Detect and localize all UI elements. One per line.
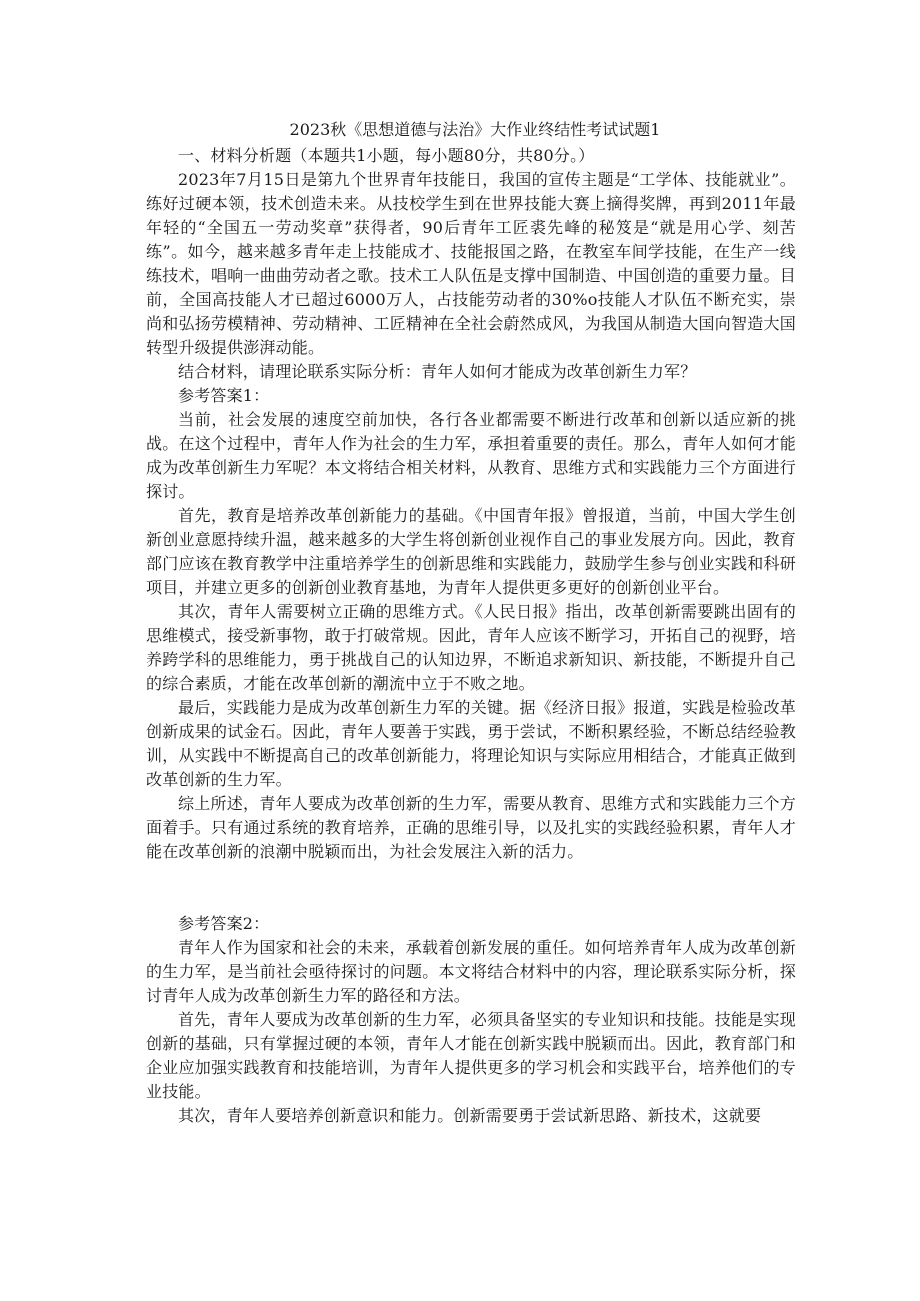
answer1-paragraph: 综上所述，青年人要成为改革创新的生力军，需要从教育、思维方式和实践能力三个方面着手。只有通过系统的教育培养，正确的思维引导，以及扎实的实践经验积累，青年人才能在改革创新的浪潮中脱颖而出，为社会发展注入新的活力。 bbox=[146, 794, 796, 861]
section-spacer bbox=[146, 864, 796, 912]
document-title: 2023秋《思想道德与法治》大作业终结性考试试题1 bbox=[289, 120, 661, 139]
answer2-label: 参考答案2： bbox=[178, 914, 270, 933]
document-page bbox=[146, 118, 796, 1128]
answer1-paragraph: 首先，教育是培养改革创新能力的基础。《中国青年报》曾报道，当前，中国大学生创新创业意愿持续升温，越来越多的大学生将创新创业视作自己的事业发展方向。因此，教育部门应该在教育教学中注重培养学生的创新思维和实践能力，鼓励学生参与创业实践和科研项目，并建立更多的创新创业教育基地，为青年人提供更多更好的创新创业平台。 bbox=[146, 506, 796, 597]
material-paragraph: 2023年7月15日是第九个世界青年技能日，我国的宣传主题是“工学体、技能就业”。练好过硬本领，技术创造未来。从技校学生到在世界技能大赛上摘得奖牌，再到2011年最年轻的“全国五一劳动奖章”获得者，90后青年工匠裘先峰的秘笈是“就是用心学、刻苦练”。如今，越来越多青年走上技能成才、技能报国之路，在教室车间学技能，在生产一线练技术，唱响一曲曲劳动者之歌。技术工人队伍是支撑中国制造、中国创造的重要力量。目前，全国高技能人才已超过6000万人，占技能劳动者的30%o技能人才队伍不断充实，崇尚和弘扬劳模精神、劳动精神、工匠精神在全社会蔚然成风，为我国从制造大国向智造大国转型升级提供澎湃动能。 bbox=[146, 170, 796, 357]
answer1-paragraph: 其次，青年人需要树立正确的思维方式。《人民日报》指出，改革创新需要跳出固有的思维模式，接受新事物，敢于打破常规。因此，青年人应该不断学习，开拓自己的视野，培养跨学科的思维能力，勇于挑战自己的认知边界，不断追求新知识、新技能，不断提升自己的综合素质，才能在改革创新的潮流中立于不败之地。 bbox=[146, 602, 796, 693]
answer1-paragraph: 最后，实践能力是成为改革创新生力军的关键。据《经济日报》报道，实践是检验改革创新成果的试金石。因此，青年人要善于实践，勇于尝试，不断积累经验，不断总结经验教训，从实践中不断提高自己的改革创新能力，将理论知识与实际应用相结合，才能真正做到改革创新的生力军。 bbox=[146, 698, 796, 789]
answer1-label: 参考答案1： bbox=[178, 386, 270, 405]
answer1-paragraph: 当前，社会发展的速度空前加快，各行各业都需要不断进行改革和创新以适应新的挑战。在这个过程中，青年人作为社会的生力军，承担着重要的责任。那么，青年人如何才能成为改革创新生力军呢？本文将结合相关材料，从教育、思维方式和实践能力三个方面进行探讨。 bbox=[146, 410, 796, 501]
answer2-paragraph: 首先，青年人要成为改革创新的生力军，必须具备坚实的专业知识和技能。技能是实现创新的基础，只有掌握过硬的本领，青年人才能在创新实践中脱颖而出。因此，教育部门和企业应加强实践教育和技能培训，为青年人提供更多的学习机会和实践平台，培养他们的专业技能。 bbox=[146, 1010, 796, 1101]
section-heading: 一、材料分析题（本题共1小题，每小题80分，共80分。） bbox=[178, 146, 595, 165]
question-prompt: 结合材料，请理论联系实际分析：青年人如何才能成为改革创新生力军？ bbox=[178, 362, 697, 381]
answer2-paragraph: 其次，青年人要培养创新意识和能力。创新需要勇于尝试新思路、新技术，这就要 bbox=[178, 1106, 762, 1125]
answer2-paragraph: 青年人作为国家和社会的未来，承载着创新发展的重任。如何培养青年人成为改革创新的生力军，是当前社会亟待探讨的问题。本文将结合材料中的内容，理论联系实际分析，探讨青年人成为改革创新生力军的路径和方法。 bbox=[146, 938, 796, 1005]
